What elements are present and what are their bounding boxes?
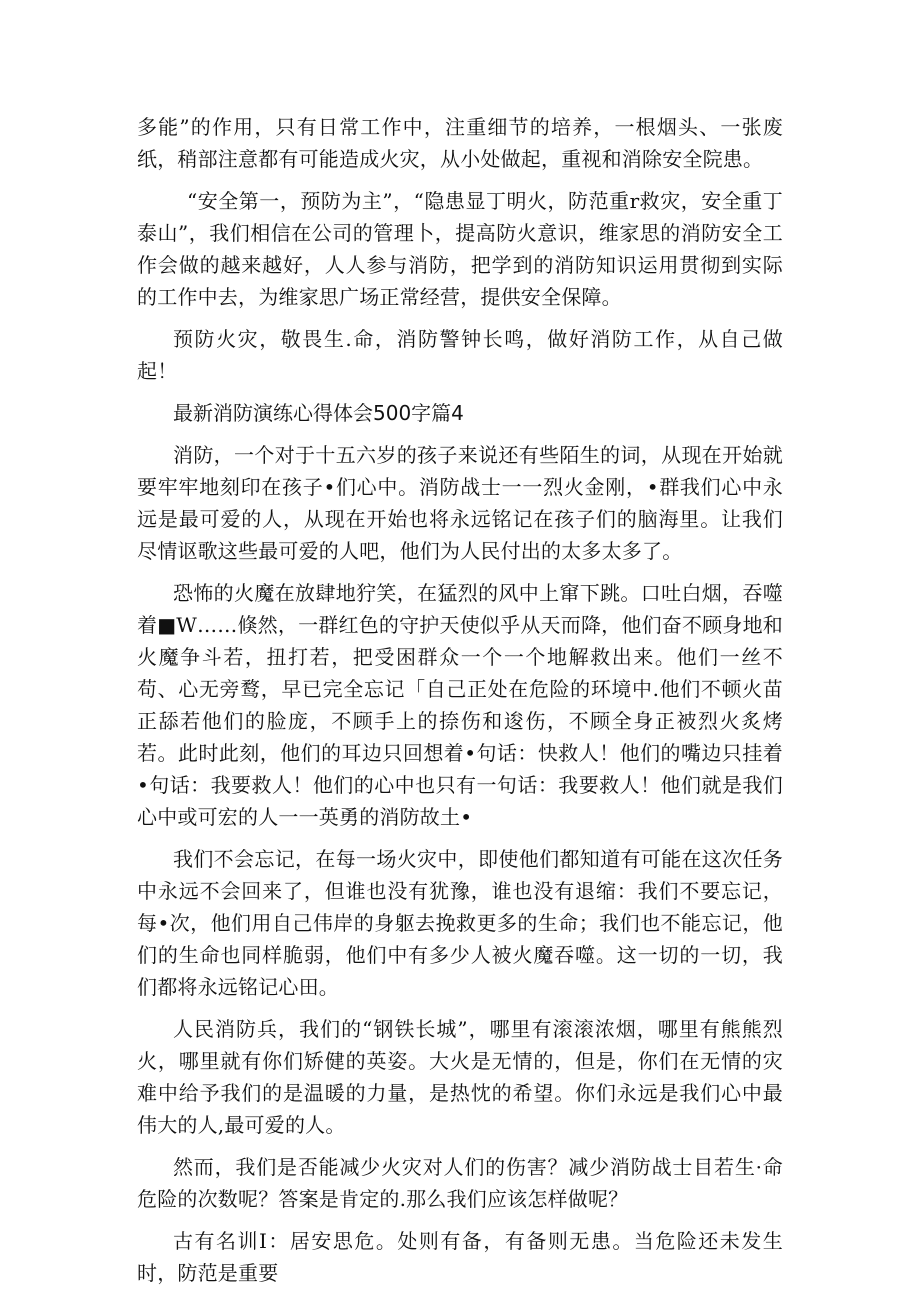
paragraph-firefighting-intro: 消防，一个对于十五六岁的孩子来说还有些陌生的词，从现在开始就要牢牢地刻印在孩子•们心中。消防战士一一烈火金刚，•群我们心中永远是最可爱的人，从现在开始也将永远铭记在孩子们的脑海里。让我们尽情讴歌这些最可爱的人吧，他们为人民付出的太多太多了。 [137,443,783,563]
paragraph-ancient-motto: 古有名训I：居安思危。处则有备，有备则无患。当危险还未发生时，防范是重要 [137,1229,783,1285]
section-heading: 最新消防演练心得体会500字篇4 [173,401,464,425]
paragraph-safety-slogan: “安全第一，预防为主”，“隐患显丁明火，防范重r救灾，安全重丁泰山”，我们相信在公司的管理卜，提高防火意识，维家思的消防安全工作会做的越来越好，人人参与消防，把学到的消防知识运用贯彻到实际的工作中去，为维家思广场正常经营，提供安全保障。 [137,189,783,309]
paragraph-prevent-fire: 预防火灾，敬畏生.命，消防警钟长鸣，做好消防工作，从自己做起！ [137,327,783,383]
paragraph-fire-demon: 恐怖的火魔在放肆地狞笑，在猛烈的风中上窜下跳。口吐白烟，吞噬着■W……倏然，一群红色的守护天使似乎从天而降，他们奋不顾身地和火魔争斗若，扭打若，把受困群众一个一个地解救出来。他们一丝不苟、心无旁鹜，早已完全忘记「自己正处在危险的环境中.他们不顿火苗正舔若他们的脸庞，不顾手上的捺伤和逡伤，不顾全身正被烈火炙烤若。此时此刻，他们的耳边只回想着•句话：快救人！他们的嘴边只挂着•句话：我要救人！他们的心中也只有一句话：我要救人！他们就是我们心中或可宏的人一一英勇的消防故土• [137,581,783,829]
paragraph-firefighters: 人民消防兵，我们的“钢铁长城”，哪里有滚滚浓烟，哪里有熊熊烈火，哪里就有你们矫健的英姿。大火是无情的，但是，你们在无情的灾难中给予我们的是温暖的力量，是热忱的希望。你们永远是我们心中最伟大的人,最可爱的人。 [137,1017,783,1137]
paragraph-continuation: 多能”的作用，只有日常工作中，注重细节的培养，一根烟头、一张废纸，稍部注意都有可能造成火灾，从小处做起，重视和消除安全院患。 [137,115,783,171]
paragraph-never-forget: 我们不会忘记，在每一场火灾中，即使他们都知道有可能在这次任务中永远不会回来了，但谁也没有犹豫，谁也没有退缩：我们不要忘记，每•次，他们用自己伟岸的身躯去挽救更多的生命；我们也不能忘记，他们的生命也同样脆弱，他们中有多少人被火魔吞噬。这一切的一切，我们都将永远铭记心田。 [137,847,783,999]
document-body [137,111,783,1299]
paragraph-question: 然而，我们是否能减少火灾对人们的伤害？减少消防战士目若生·命危险的次数呢？答案是肯定的.那么我们应该怎样做呢？ [137,1155,783,1211]
